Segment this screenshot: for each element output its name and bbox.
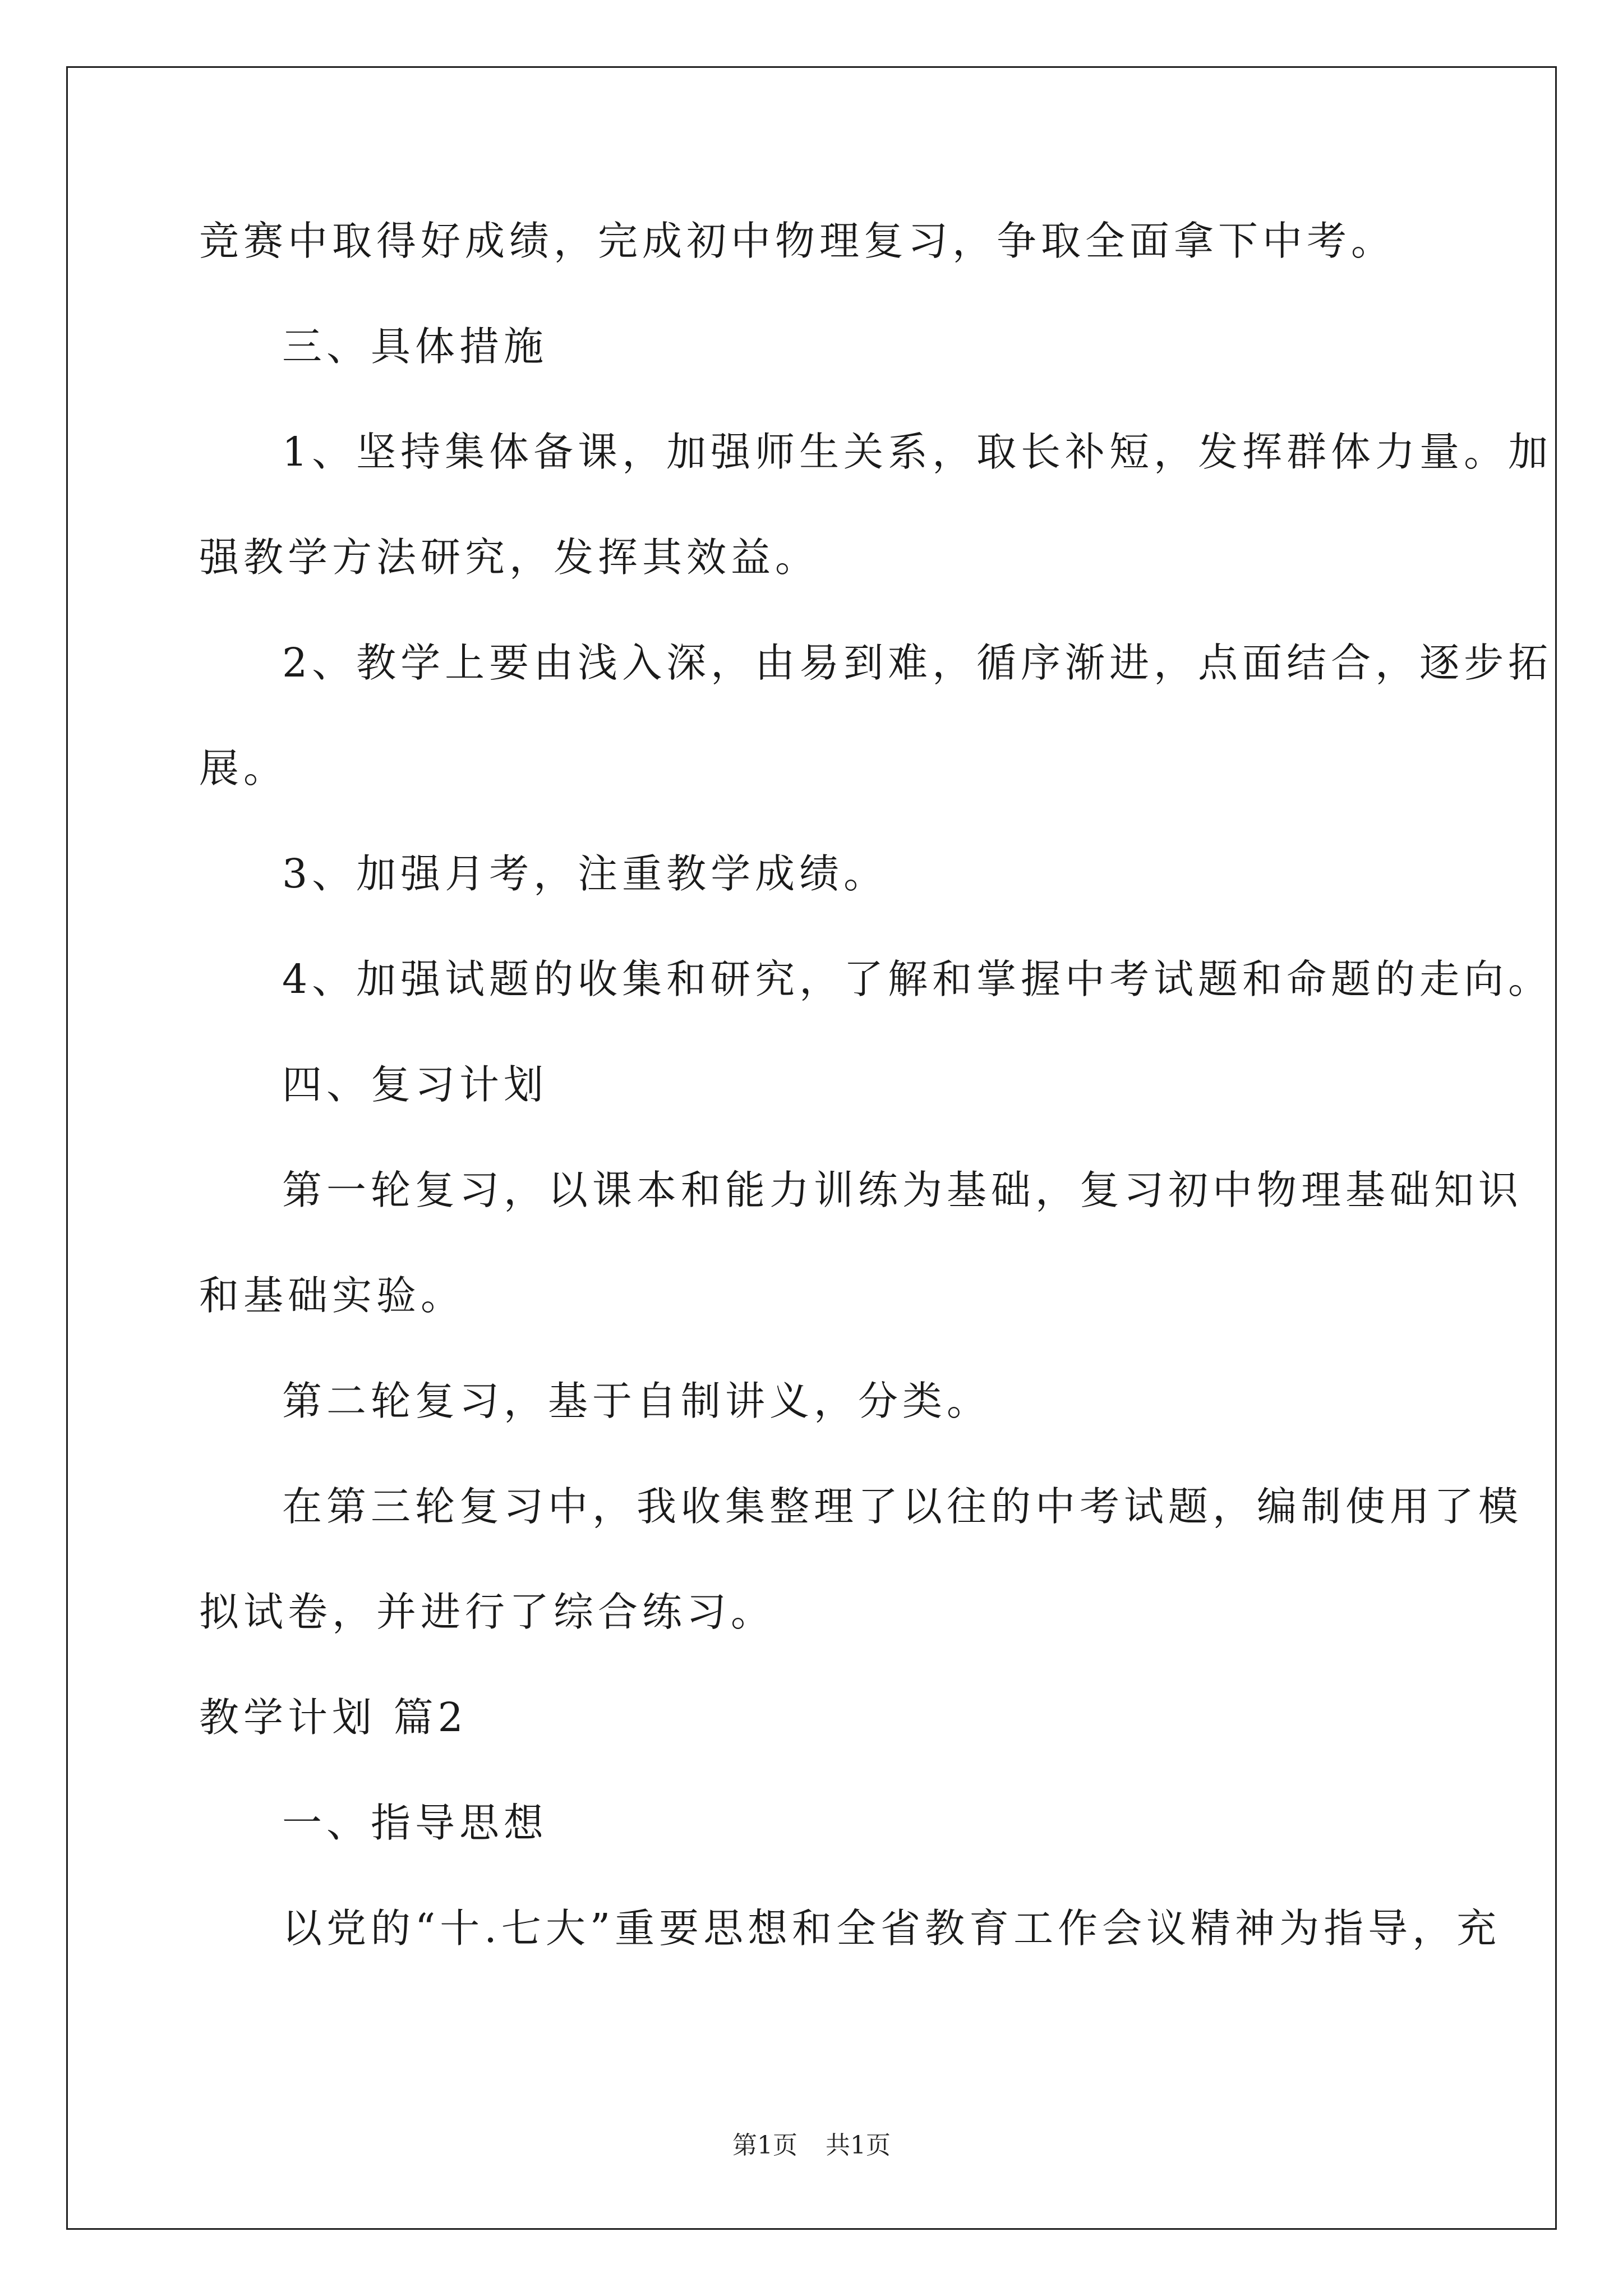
body-text-line: 竞赛中取得好成绩，完成初中物理复习，争取全面拿下中考。: [199, 218, 1396, 264]
body-text-line: 拟试卷，并进行了综合练习。: [199, 1589, 776, 1635]
body-text-line: 3、加强月考，注重教学成绩。: [282, 850, 888, 897]
body-text-line: 4、加强试题的收集和研究，了解和掌握中考试题和命题的走向。: [282, 956, 1553, 1002]
body-text-line: 强教学方法研究，发挥其效益。: [199, 534, 820, 581]
body-text-line: 在第三轮复习中，我收集整理了以往的中考试题，编制使用了模: [282, 1483, 1523, 1530]
page-footer: [0, 2129, 1623, 2162]
body-text-line: 和基础实验。: [199, 1272, 465, 1319]
document-title: 教学计划 篇2: [199, 1694, 468, 1741]
body-text-line: 第二轮复习，基于自制讲义，分类。: [282, 1378, 992, 1424]
body-text-line: 以党的“十.七大”重要思想和全省教育工作会议精神为指导，充: [282, 1905, 1501, 1952]
section-heading: 一、指导思想: [282, 1800, 548, 1846]
body-text-line: 1、坚持集体备课，加强师生关系，取长补短，发挥群体力量。加: [282, 429, 1553, 475]
page-total: 共1页: [826, 2131, 891, 2160]
section-heading: 三、具体措施: [282, 323, 548, 370]
body-text-line: 展。: [199, 745, 288, 792]
body-text-line: 第一轮复习，以课本和能力训练为基础，复习初中物理基础知识: [282, 1167, 1523, 1213]
body-text-line: 2、教学上要由浅入深，由易到难，循序渐进，点面结合，逐步拓: [282, 639, 1553, 686]
section-heading: 四、复习计划: [282, 1061, 548, 1108]
page-number: 第1页: [732, 2131, 797, 2160]
